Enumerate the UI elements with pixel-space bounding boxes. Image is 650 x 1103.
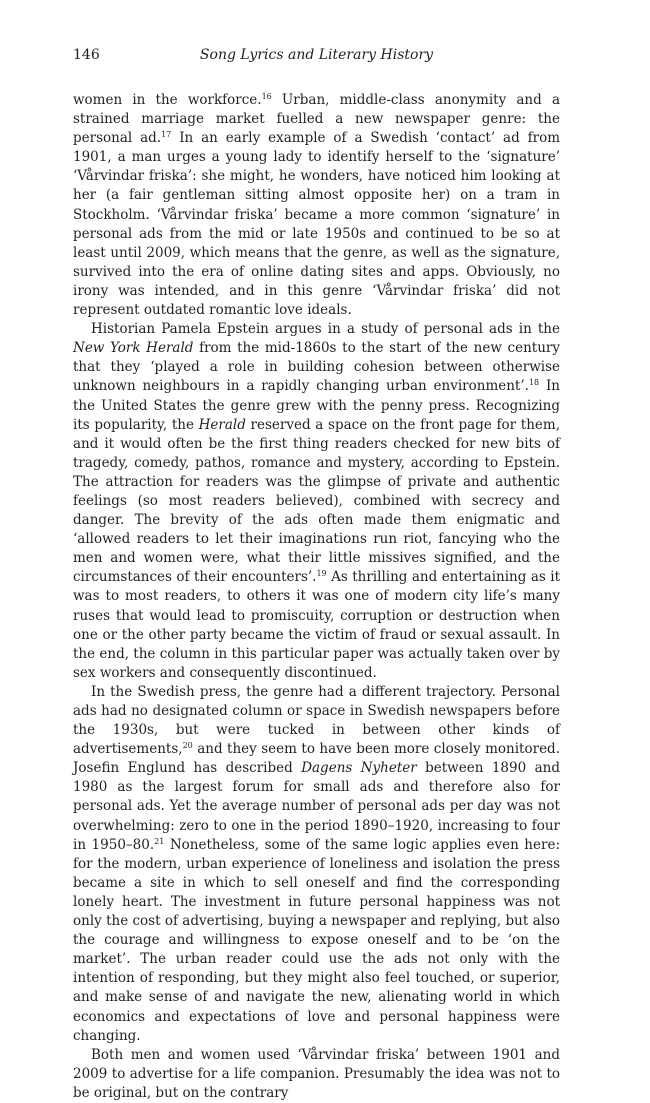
running-head <box>73 47 560 67</box>
paragraph-4 <box>73 1046 560 1103</box>
text-run: and they seem to have been more closely monitored. Josefin Englund has described <box>73 741 560 777</box>
text-run: As thrilling and entertaining as it was to most readers, to others it was one of modern city life’s many ruses that would lead to promiscuity, corruption or destruction when one or the other party became the victim of fraud or sexual assault. In the end, the column in this particular paper was actually taken over by sex workers and consequently discontinued. <box>73 569 561 681</box>
italic-title: New York Herald <box>73 340 194 357</box>
text-run: from the mid-1860s to the start of the new century that they ‘played a role in building cohesion between otherwise unknown neighbours in a rapidly changing urban environment’. <box>73 340 560 395</box>
running-title: Song Lyrics and Literary History <box>199 47 434 63</box>
italic-title: Dagens Nyheter <box>301 760 417 777</box>
text-run: Historian Pamela Epstein argues in a study of personal ads in the <box>91 321 560 338</box>
footnote-marker: 19 <box>316 569 327 579</box>
body-text <box>73 91 560 1103</box>
footnote-marker: 16 <box>261 92 272 101</box>
page-number: 146 <box>73 47 100 63</box>
text-run: reserved a space on the front page for them, and it would often be the first thing readers checked for new bits of tragedy, comedy, pathos, romance and mystery, according to Epstein. The attraction for readers was the glimpse of private and authentic feelings (so most readers believed), combined with secrecy and danger. The brevity of the ads often made them enigmatic and ‘allowed readers to let their imaginations run riot, fancying who the men and women were, what their little missives signified, and the circumstances of their encounters’. <box>73 416 561 586</box>
footnote-marker: 17 <box>161 130 172 140</box>
paragraph-1 <box>73 91 560 320</box>
text-run: between 1890 and 1980 as the largest forum for small ads and therefore also for personal ads. Yet the average number of personal ads per day was not overwhelming: zero to one in the period 1890–1920, increasing to four in 1950–80. <box>73 760 560 853</box>
paragraph-2 <box>73 320 560 683</box>
text-run: Both men and women used ‘Vårvindar friska’ between 1901 and 2009 to advertise for a life companion. Presumably the idea was not to be original, but on the contrary <box>73 1046 560 1101</box>
footnote-marker: 20 <box>182 741 193 751</box>
footnote-marker: 18 <box>528 378 540 388</box>
text-run: Urban, middle-class anonymity and a strained marriage market fuelled a new newspaper genre: the personal ad. <box>73 92 560 147</box>
paragraph-3 <box>73 683 560 1046</box>
text-run: In an early example of a Swedish ‘contact’ ad from 1901, a man urges a young lady to identify herself to the ‘signature’ ‘Vårvindar friska’: she might, he wonders, have noticed him looking at her (a fair gentleman sitting almost opposite her) on a tram in Stockholm. ‘Vårvindar friska’ became a more common ‘signature’ in personal ads from the mid or late 1950s and continued to be so at least until 2009, which means that the genre, as well as the signature, survived into the era of online dating sites and apps. Obviously, no irony was intended, and in this genre ‘Vårvindar friska’ did not represent outdated romantic love ideals. <box>73 130 560 319</box>
italic-title: Herald <box>198 416 246 433</box>
text-run: women in the workforce. <box>73 92 262 108</box>
text-run: Nonetheless, some of the same logic applies even here: for the modern, urban experience of loneliness and isolation the press became a site in which to sell oneself and find the corresponding lonely heart. The investment in future personal happiness was not only the cost of advertising, buying a newspaper and replying, but also the courage and willingness to expose oneself and to be ‘on the market’. The urban reader could use the ads not only with the intention of responding, but they might also feel touched, or superior, and make sense of and navigate the new, alienating world in which economics and expectations of love and personal happiness were changing. <box>73 836 560 1044</box>
text-run: In the United States the genre grew with the penny press. Recognizing its popularity, the <box>73 378 560 433</box>
text-run: In the Swedish press, the genre had a different trajectory. Personal ads had no designated column or space in Swedish newspapers before the 1930s, but were tucked in between other kinds of advertisements, <box>73 683 560 758</box>
footnote-marker: 21 <box>154 836 165 846</box>
